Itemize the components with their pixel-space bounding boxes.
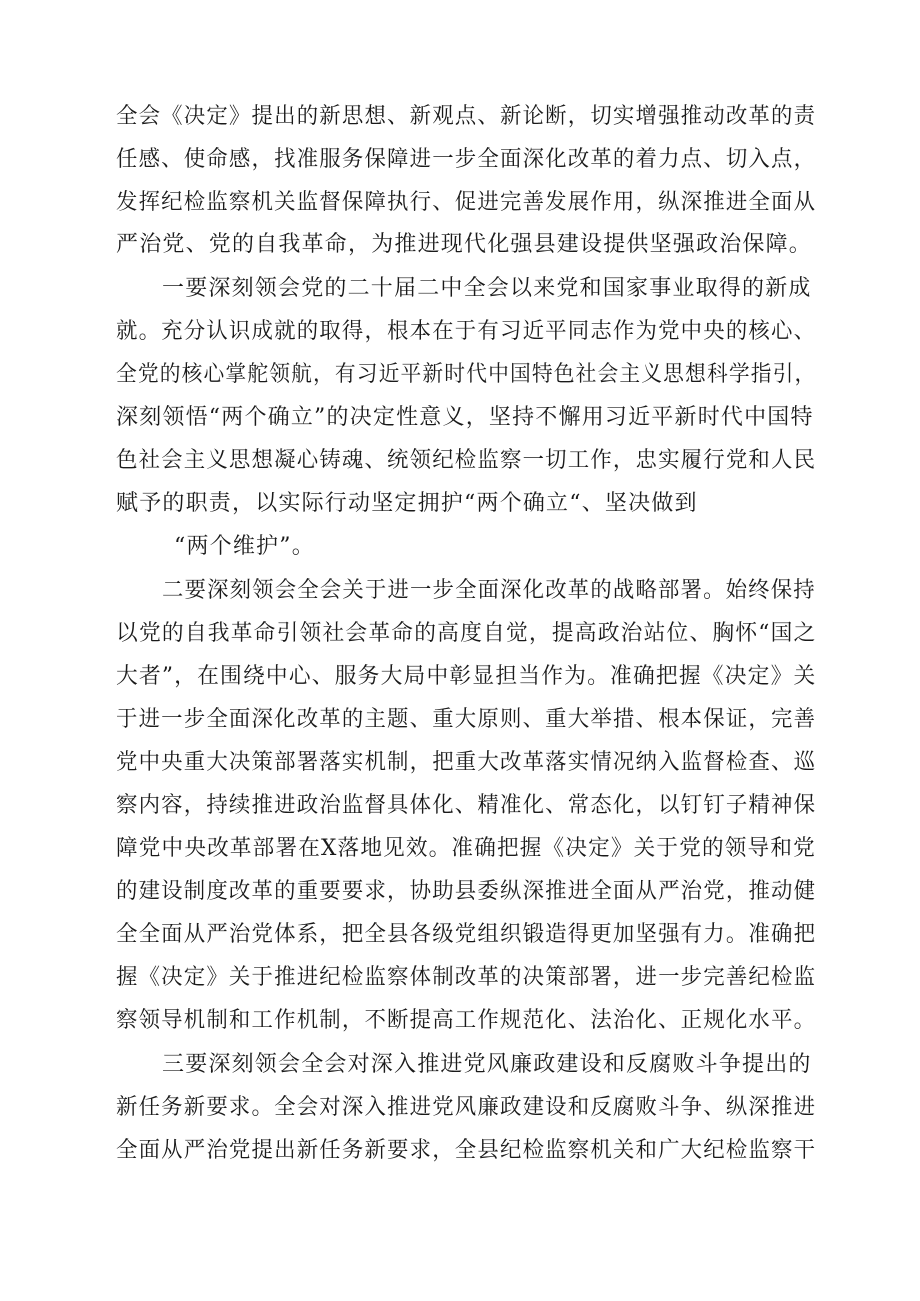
paragraph-start-line: 二要深刻领会全会关于进一步全面深化改革的战略部署。始终保持: [162, 578, 816, 603]
text-line: 赋予的职责，以实际行动坚定拥护“两个确立“、坚决做到: [116, 491, 698, 516]
text-line: 任感、使命感，找准服务保障进一步全面深化改革的着力点、切入点，: [116, 147, 817, 172]
text-line: 党中央重大决策部署落实机制，把重大改革落实情况纳入监督检查、巡: [116, 750, 817, 775]
text-line: 大者”，在围绕中心、服务大局中彰显担当作为。准确把握《决定》关: [116, 664, 817, 689]
text-line: 障党中央改革部署在X落地见效。准确把握《决定》关于党的领导和党: [116, 836, 816, 861]
text-line: 发挥纪检监察机关监督保障执行、促进完善发展作用，纵深推进全面从: [116, 190, 817, 215]
text-line: 新任务新要求。全会对深入推进党风廉政建设和反腐败斗争、纵深推进: [116, 1095, 817, 1120]
paragraph-start-line: 一要深刻领会党的二十届二中全会以来党和国家事业取得的新成: [162, 276, 812, 301]
text-line: 全全面从严治党体系，把全县各级党组织锻造得更加坚强有力。准确把: [116, 922, 817, 947]
text-line: “两个维护”。: [174, 534, 315, 559]
text-line: 全面从严治党提出新任务新要求，全县纪检监察机关和广大纪检监察干: [116, 1138, 817, 1163]
text-line: 于进一步全面深化改革的主题、重大原则、重大举措、根本保证，完善: [116, 707, 817, 732]
text-line: 握《决定》关于推进纪检监察体制改革的决策部署，进一步完善纪检监: [116, 965, 817, 990]
paragraph-start-line: 三要深刻领会全会对深入推进党风廉政建设和反腐败斗争提出的: [162, 1052, 812, 1077]
text-line: 就。充分认识成就的取得，根本在于有习近平同志作为党中央的核心、: [116, 319, 817, 344]
text-line: 的建设制度改革的重要要求，协助县委纵深推进全面从严治党，推动健: [116, 879, 817, 904]
text-line: 以党的自我革命引领社会革命的高度自觉，提高政治站位、胸怀“国之: [116, 621, 817, 646]
text-line: 察领导机制和工作机制，不断提高工作规范化、法治化、正规化水平。: [116, 1008, 817, 1033]
text-line: 察内容，持续推进政治监督具体化、精准化、常态化，以钉钉子精神保: [116, 793, 817, 818]
text-line: 色社会主义思想凝心铸魂、统领纪检监察一切工作，忠实履行党和人民: [116, 448, 817, 473]
text-line: 全会《决定》提出的新思想、新观点、新论断，切实增强推动改革的责: [116, 104, 817, 129]
text-line: 严治党、党的自我革命，为推进现代化强县建设提供坚强政治保障。: [116, 232, 813, 257]
text-line: 深刻领悟“两个确立”的决定性意义，坚持不懈用习近平新时代中国特: [116, 405, 814, 430]
text-line: 全党的核心掌舵领航，有习近平新时代中国特色社会主义思想科学指引，: [116, 362, 817, 387]
